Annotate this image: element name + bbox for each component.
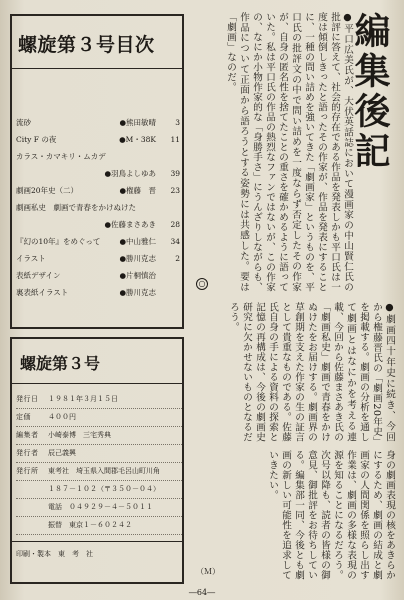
colophon-row	[16, 391, 182, 409]
table-of-contents	[10, 14, 184, 329]
toc-title: 螺旋第３号目次	[18, 34, 155, 56]
colophon-value: １８７－１０２（〒３５０－０４）	[48, 485, 160, 493]
colophon-row	[16, 409, 182, 427]
colophon-key: 編集者	[16, 431, 39, 439]
toc-item	[16, 250, 180, 267]
toc-item-author: ●片桐慎治	[119, 271, 156, 280]
toc-item	[16, 233, 180, 250]
toc-item-page: 11	[170, 135, 180, 144]
toc-item-author: ●羽鳥よしゆあ	[104, 169, 156, 178]
toc-item-page: 3	[175, 118, 180, 127]
toc-item-title: 流砂	[16, 118, 31, 127]
colophon-value: 小崎泰博 三宅秀典	[48, 431, 111, 439]
article-column-bottom: 身の劇画表現の核をあきらかにするため、劇画の結成と劇画家の人間関係を照らし出す作業は、劇画の多様な表現の源を知ることになるだろう。次号以降も、読者の皆様の御意見、御批評をお待ちしている。編集部一同、今後とも劇画の新しい可能性を追求していきたい。	[267, 450, 395, 580]
toc-item	[16, 114, 180, 131]
toc-item	[16, 165, 180, 182]
end-mark-icon: ○	[196, 278, 208, 290]
toc-item-author: ●熊田敏晴	[119, 118, 156, 127]
toc-item-author: ●権藤 晋	[119, 186, 156, 195]
toc-item-title: City F の夜	[16, 135, 57, 144]
toc-list	[16, 114, 180, 301]
colophon-value: １９８１年３月１５日	[48, 395, 118, 403]
toc-item-author: ●M・38K	[119, 135, 156, 144]
colophon-row	[16, 445, 182, 463]
article-heading: 編集後記	[349, 12, 391, 172]
colophon-key: 発行所	[16, 467, 39, 475]
colophon-row	[16, 427, 182, 445]
toc-item	[16, 148, 180, 165]
colophon-divider	[12, 383, 182, 384]
toc-item-page: 34	[170, 237, 180, 246]
colophon-divider	[12, 541, 182, 542]
article-column-middle: ●劇画四十年史に続き、今回から権藤晋氏の「劇画20年史」を掲載する。劇画の分析を通して劇画とはなにかを考える連載、今回から佐藤まさあき氏の「劇画私史」劇画で青春をかけぬけたをお届けする。劇画界の草創期を支えた作家の生の証言として貴重なものである。佐藤氏自身の手による資料の探索と記憶の再構成は、今後の劇画史研究に欠かせないものとなるだろう。	[228, 302, 395, 442]
colophon-title: 螺旋第３号	[20, 354, 101, 373]
toc-item-page: 28	[170, 220, 180, 229]
toc-item	[16, 284, 180, 301]
colophon-value: 振替 東京１－６０２４２	[48, 521, 132, 529]
toc-item	[16, 182, 180, 199]
toc-item-author: ●中山雅仁	[119, 237, 156, 246]
page-number: ―64―	[188, 588, 216, 597]
toc-item-page: 23	[170, 186, 180, 195]
colophon-printer: 印刷・製本 東 考 社	[16, 550, 93, 558]
toc-item-title: カラス・カマキリ・ムカデ	[16, 152, 106, 161]
colophon-list	[16, 391, 182, 535]
article-column-top: ●平口広美氏が、大伏英話誌において漫画家の中山賢仁氏の批評に答えて、社会的存在である作品を発表しかも平口氏は一度は傾倒しきったと語ったその作家が、作品を発表にすることに、一種の問い詰めを強いてきた「劇画家」というものを、平口氏の批評文の中で問い詰めを一度ならず否定したその作家が、自身の匿名性を捨てたことの重さを確かめるように語っていた。私は平口氏の作品の熱烈なファンではないが、この作家の、なにか小物作家的な「身勝手さ」にうんざりしながらも、作品について正面から語ろうとする姿勢には共感した。要は「劇画」なのだ。	[225, 12, 353, 292]
toc-item-title: 表紙デザイン	[16, 271, 61, 280]
toc-item-title: 劇画私史 劇画で青春をかけぬけた	[16, 203, 136, 212]
article-signature: （Ｍ）	[196, 567, 220, 576]
toc-item-title: 劇画20年史（二）	[16, 186, 79, 195]
colophon-value: ４００円	[48, 413, 76, 421]
colophon-row	[16, 463, 182, 481]
toc-item	[16, 216, 180, 233]
colophon-key: 発行日	[16, 395, 39, 403]
colophon-row	[16, 481, 182, 499]
toc-item-title: 裏表紙イラスト	[16, 288, 69, 297]
toc-item-author: ●勝川克志	[119, 254, 156, 263]
colophon-key: 発行者	[16, 449, 39, 457]
colophon-row	[16, 517, 182, 535]
colophon-value: 電話 ０４９２９－４－５０１１	[48, 503, 153, 511]
toc-item-title: イラスト	[16, 254, 46, 263]
colophon-value: 東考社 埼玉県入間郡毛呂山町川角	[48, 467, 160, 475]
toc-divider	[12, 68, 182, 69]
toc-item-page: 39	[170, 169, 180, 178]
colophon-row	[16, 499, 182, 517]
toc-item-author: ●勝川克志	[119, 288, 156, 297]
colophon-key: 定価	[16, 413, 31, 421]
colophon-value: 辰己義興	[48, 449, 76, 457]
toc-item-title: 『幻の10年』をめぐって	[16, 237, 101, 246]
toc-item	[16, 131, 180, 148]
toc-item	[16, 267, 180, 284]
toc-item	[16, 199, 180, 216]
colophon	[10, 337, 184, 584]
toc-item-author: ●佐藤まさあき	[104, 220, 156, 229]
toc-item-page: 2	[175, 254, 180, 263]
